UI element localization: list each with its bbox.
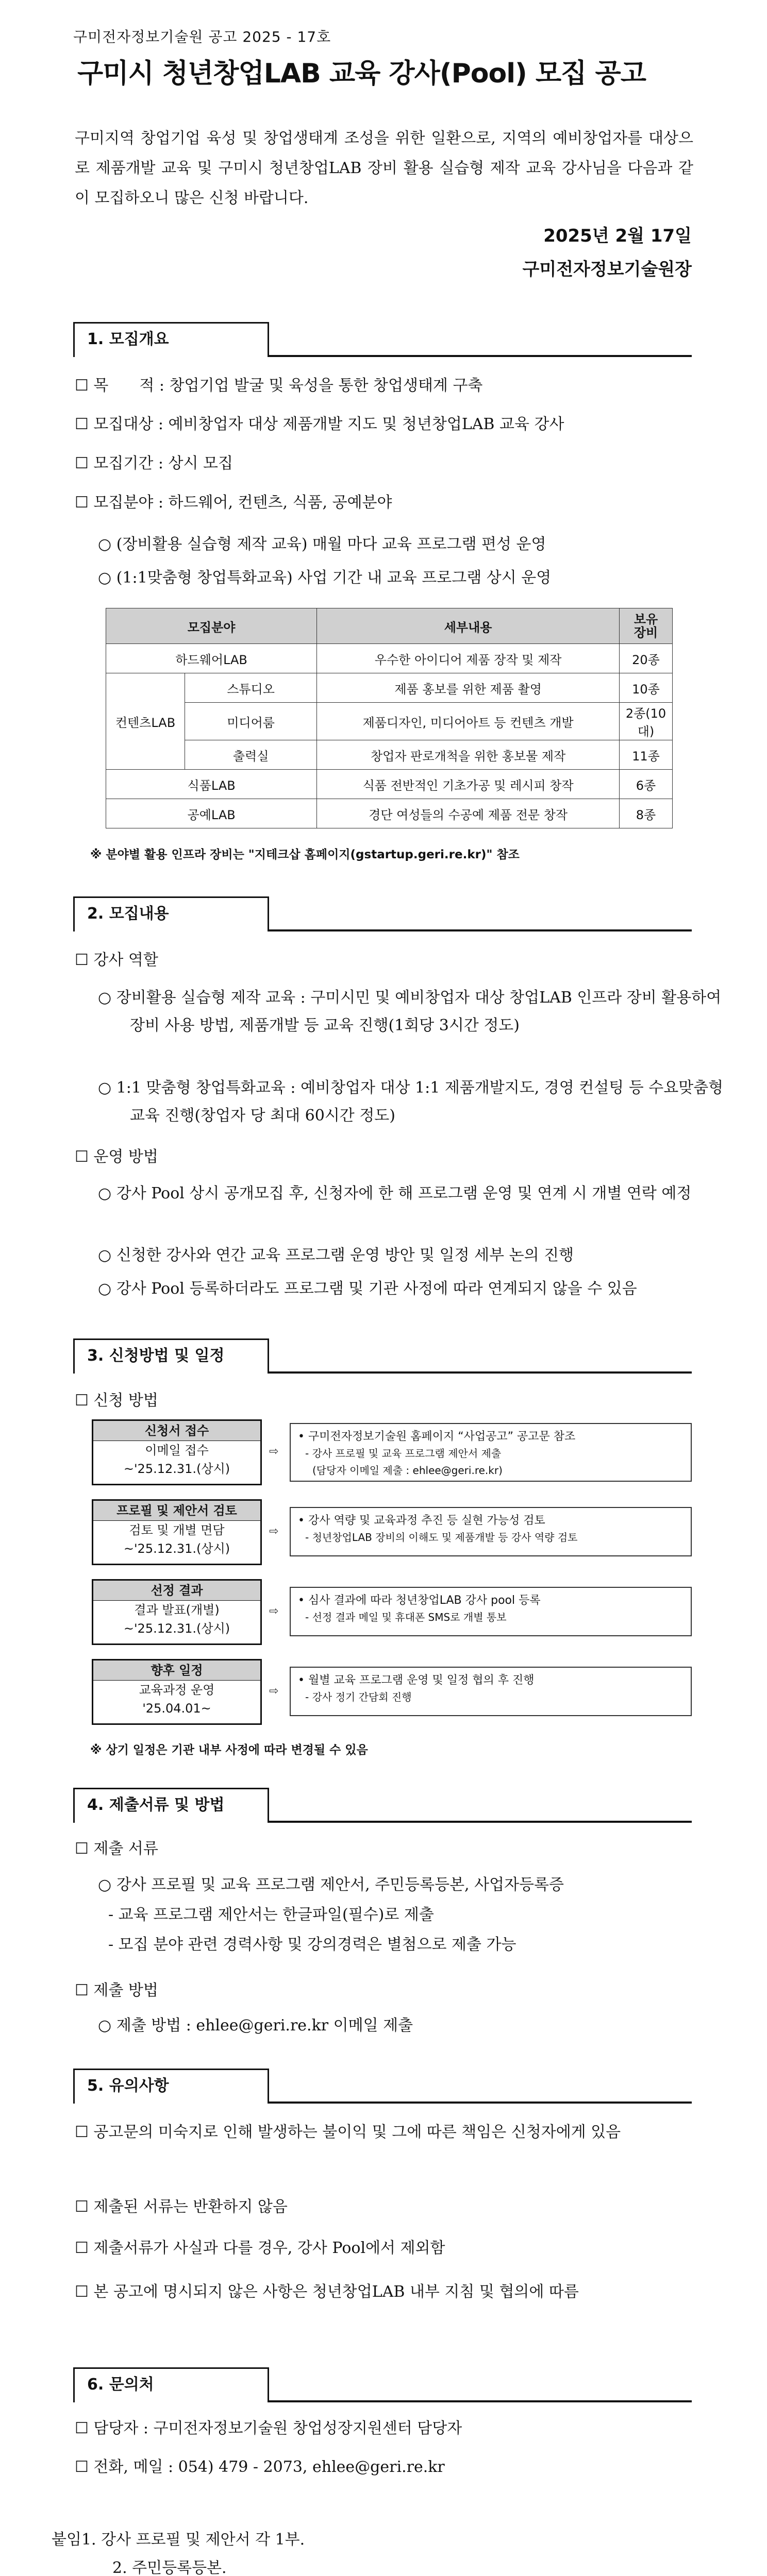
role-bullet-2: ○ 1:1 맞춤형 창업특화교육 : 예비창업자 대상 1:1 제품개발지도, 경영 컨설팅 등 수요맞춤형 교육 진행(창업자 당 최대 60시간 정도) <box>98 1079 724 1125</box>
operation-bullet-1: ○ 강사 Pool 상시 공개모집 후, 신청자에 한 해 프로그램 운영 및 연계 시 개별 연락 예정 <box>98 1184 692 1202</box>
purpose-line: ☐ 목 적 : 창업기업 발굴 및 육성을 통한 창업생태계 구축 <box>75 377 483 395</box>
intro-paragraph: 구미지역 창업기업 육성 및 창업생태계 조성을 위한 일환으로, 지역의 예비창업자를 대상으로 제품개발 교육 및 구미시 청년창업LAB 장비 활용 실습형 제작 교육 강사님을 다음과 같이 모집하오니 많은 신청 바랍니다. <box>75 129 693 207</box>
table-cell: 제품디자인, 미디어아트 등 컨텐츠 개발 <box>317 703 620 740</box>
step-title: 신청서 접수 <box>93 1421 260 1441</box>
role-bullet-1: ○ 장비활용 실습형 제작 교육 : 구미시민 및 예비창업자 대상 창업LAB 인프라 장비 활용하여 장비 사용 방법, 제품개발 등 교육 진행(1회당 3시간 정도) <box>98 989 722 1035</box>
step-detail-line: • 구미전자정보기술원 홈페이지 “사업공고” 공고문 참조 <box>298 1430 576 1443</box>
step-4-box <box>92 1659 262 1725</box>
table-cell: 11종 <box>620 740 673 770</box>
step-detail-line: • 강사 역량 및 교육과정 추진 등 실현 가능성 검토 <box>298 1514 545 1527</box>
field-bullet-1: ○ (장비활용 실습형 제작 교육) 매월 마다 교육 프로그램 편성 운영 <box>98 535 546 553</box>
table-row <box>106 703 673 740</box>
notice-number: 구미전자정보기술원 공고 2025 - 17호 <box>73 28 331 45</box>
step-3-detail <box>290 1587 692 1636</box>
step-title: 프로필 및 제안서 검토 <box>93 1501 260 1521</box>
docs-sub-1: - 교육 프로그램 제안서는 한글파일(필수)로 제출 <box>108 1906 434 1924</box>
table-row <box>106 770 673 799</box>
lab-table <box>106 608 673 828</box>
table-cell: 경단 여성들의 수공예 제품 전문 창작 <box>317 799 620 828</box>
step-title: 향후 일정 <box>93 1660 260 1681</box>
docs-sub-2: - 모집 분야 관련 경력사항 및 강의경력은 별첨으로 제출 가능 <box>108 1936 516 1954</box>
docs-bullet-1: ○ 강사 프로필 및 교육 프로그램 제안서, 주민등록등본, 사업자등록증 <box>98 1876 564 1894</box>
operation-bullet-2: ○ 신청한 강사와 연간 교육 프로그램 운영 방안 및 일정 세부 논의 진행 <box>98 1246 574 1264</box>
section-3-header <box>73 1338 692 1376</box>
arrow-right-icon: ⇨ <box>269 1445 279 1458</box>
table-cell: 식품LAB <box>106 770 317 799</box>
arrow-right-icon: ⇨ <box>269 1685 279 1698</box>
step-date: ~'25.12.31.(상시) <box>123 1621 230 1636</box>
schedule-note: ※ 상기 일정은 기관 내부 사정에 따라 변경될 수 있음 <box>90 1743 368 1757</box>
step-1-detail <box>290 1423 692 1482</box>
table-cell: 컨텐츠LAB <box>106 673 185 770</box>
section-2-header <box>73 896 692 934</box>
step-2-box <box>92 1499 262 1565</box>
step-4-detail <box>290 1667 692 1716</box>
step-detail-line: (담당자 이메일 제출 : ehlee@geri.re.kr) <box>312 1464 503 1477</box>
operation-line: ☐ 운영 방법 <box>75 1148 158 1166</box>
step-date: ~'25.12.31.(상시) <box>123 1462 230 1476</box>
section-5-title: 5. 유의사항 <box>73 2069 269 2104</box>
step-2-detail <box>290 1507 692 1556</box>
table-row <box>106 673 673 703</box>
signer: 구미전자정보기술원장 <box>522 259 692 280</box>
table-row <box>106 644 673 673</box>
step-detail-line: - 선정 결과 메일 및 휴대폰 SMS로 개별 통보 <box>305 1611 507 1623</box>
table-cell: 20종 <box>620 644 673 673</box>
step-3-box <box>92 1579 262 1645</box>
docs-line: ☐ 제출 서류 <box>75 1840 158 1858</box>
table-cell: 식품 전반적인 기초가공 및 레시피 창작 <box>317 770 620 799</box>
table-header-detail: 세부내용 <box>317 608 620 644</box>
section-4-header <box>73 1788 692 1825</box>
table-note: ※ 분야별 활용 인프라 장비는 "지테크삽 홈페이지(gstartup.geri.re.kr)" 참조 <box>90 848 520 861</box>
table-header-equip: 보유 장비 <box>620 608 673 644</box>
step-detail-line: • 심사 결과에 따라 청년창업LAB 강사 pool 등록 <box>298 1594 541 1607</box>
submit-method-bullet: ○ 제출 방법 : ehlee@geri.re.kr 이메일 제출 <box>98 2016 413 2035</box>
caution-4: ☐ 본 공고에 명시되지 않은 사항은 청년창업LAB 내부 지침 및 협의에 따름 <box>75 2283 579 2301</box>
operation-bullet-3: ○ 강사 Pool 등록하더라도 프로그램 및 기관 사정에 따라 연계되지 않을 수 있음 <box>98 1280 637 1298</box>
method-line: ☐ 신청 방법 <box>75 1392 158 1410</box>
table-cell: 하드웨어LAB <box>106 644 317 673</box>
section-5-header <box>73 2069 692 2106</box>
arrow-right-icon: ⇨ <box>269 1525 279 1538</box>
attachment-1: 붙임1. 강사 프로필 및 제안서 각 1부. <box>52 2531 305 2549</box>
table-row <box>106 799 673 828</box>
table-cell: 창업자 판로개척을 위한 홍보물 제작 <box>317 740 620 770</box>
target-line: ☐ 모집대상 : 예비창업자 대상 제품개발 지도 및 청년창업LAB 교육 강사 <box>75 415 564 433</box>
section-4-title: 4. 제출서류 및 방법 <box>73 1788 269 1823</box>
caution-3: ☐ 제출서류가 사실과 다를 경우, 강사 Pool에서 제외함 <box>75 2239 445 2257</box>
step-detail-line: - 강사 정기 간담회 진행 <box>305 1691 412 1703</box>
section-1-title: 1. 모집개요 <box>73 322 269 357</box>
field-line: ☐ 모집분야 : 하드웨어, 컨텐츠, 식품, 공예분야 <box>75 494 392 512</box>
step-detail-line: - 강사 프로필 및 교육 프로그램 제안서 제출 <box>305 1447 502 1460</box>
table-row <box>106 740 673 770</box>
submit-method-line: ☐ 제출 방법 <box>75 1981 158 1999</box>
table-cell: 제품 홍보를 위한 제품 촬영 <box>317 673 620 703</box>
table-cell: 출력실 <box>185 740 317 770</box>
section-6-title: 6. 문의처 <box>73 2367 269 2402</box>
step-1-box <box>92 1419 262 1485</box>
table-cell: 10종 <box>620 673 673 703</box>
step-title: 선정 결과 <box>93 1581 260 1601</box>
caution-2: ☐ 제출된 서류는 반환하지 않음 <box>75 2198 288 2216</box>
step-date: ~'25.12.31.(상시) <box>123 1541 230 1556</box>
table-cell: 6종 <box>620 770 673 799</box>
section-2-title: 2. 모집내용 <box>73 896 269 931</box>
step-date: '25.04.01~ <box>142 1701 211 1716</box>
section-1-header <box>73 322 692 359</box>
step-detail-line: - 청년창업LAB 장비의 이해도 및 제품개발 등 강사 역량 검토 <box>305 1531 578 1544</box>
table-cell: 공예LAB <box>106 799 317 828</box>
contact-person: ☐ 담당자 : 구미전자정보기술원 창업성장지원센터 담당자 <box>75 2419 462 2437</box>
table-cell: 미디어룸 <box>185 703 317 740</box>
section-6-header <box>73 2367 692 2404</box>
table-cell: 8종 <box>620 799 673 828</box>
attachment-2: 2. 주민등록등본. <box>112 2559 227 2576</box>
step-label: 교육과정 운영 <box>139 1683 215 1697</box>
field-bullet-2: ○ (1:1맞춤형 창업특화교육) 사업 기간 내 교육 프로그램 상시 운영 <box>98 569 552 587</box>
notice-date: 2025년 2월 17일 <box>543 226 692 246</box>
section-3-title: 3. 신청방법 및 일정 <box>73 1338 269 1374</box>
table-cell: 우수한 아이디어 제품 장작 및 제작 <box>317 644 620 673</box>
page-title: 구미시 청년창업LAB 교육 강사(Pool) 모집 공고 <box>77 58 646 89</box>
caution-1: ☐ 공고문의 미숙지로 인해 발생하는 불이익 및 그에 따른 책임은 신청자에게 있음 <box>75 2123 621 2141</box>
arrow-right-icon: ⇨ <box>269 1605 279 1618</box>
step-detail-line: • 월별 교육 프로그램 운영 및 일정 협의 후 진행 <box>298 1674 535 1687</box>
period-line: ☐ 모집기간 : 상시 모집 <box>75 454 233 472</box>
step-label: 검토 및 개별 면담 <box>129 1523 225 1537</box>
step-label: 이메일 접수 <box>145 1443 209 1458</box>
table-cell: 2종(10대) <box>620 703 673 740</box>
table-header-field: 모집분야 <box>106 608 317 644</box>
step-label: 결과 발표(개별) <box>134 1603 220 1617</box>
table-cell: 스튜디오 <box>185 673 317 703</box>
role-line: ☐ 강사 역할 <box>75 951 158 969</box>
contact-phone-email: ☐ 전화, 메일 : 054) 479 - 2073, ehlee@geri.re.kr <box>75 2458 445 2476</box>
